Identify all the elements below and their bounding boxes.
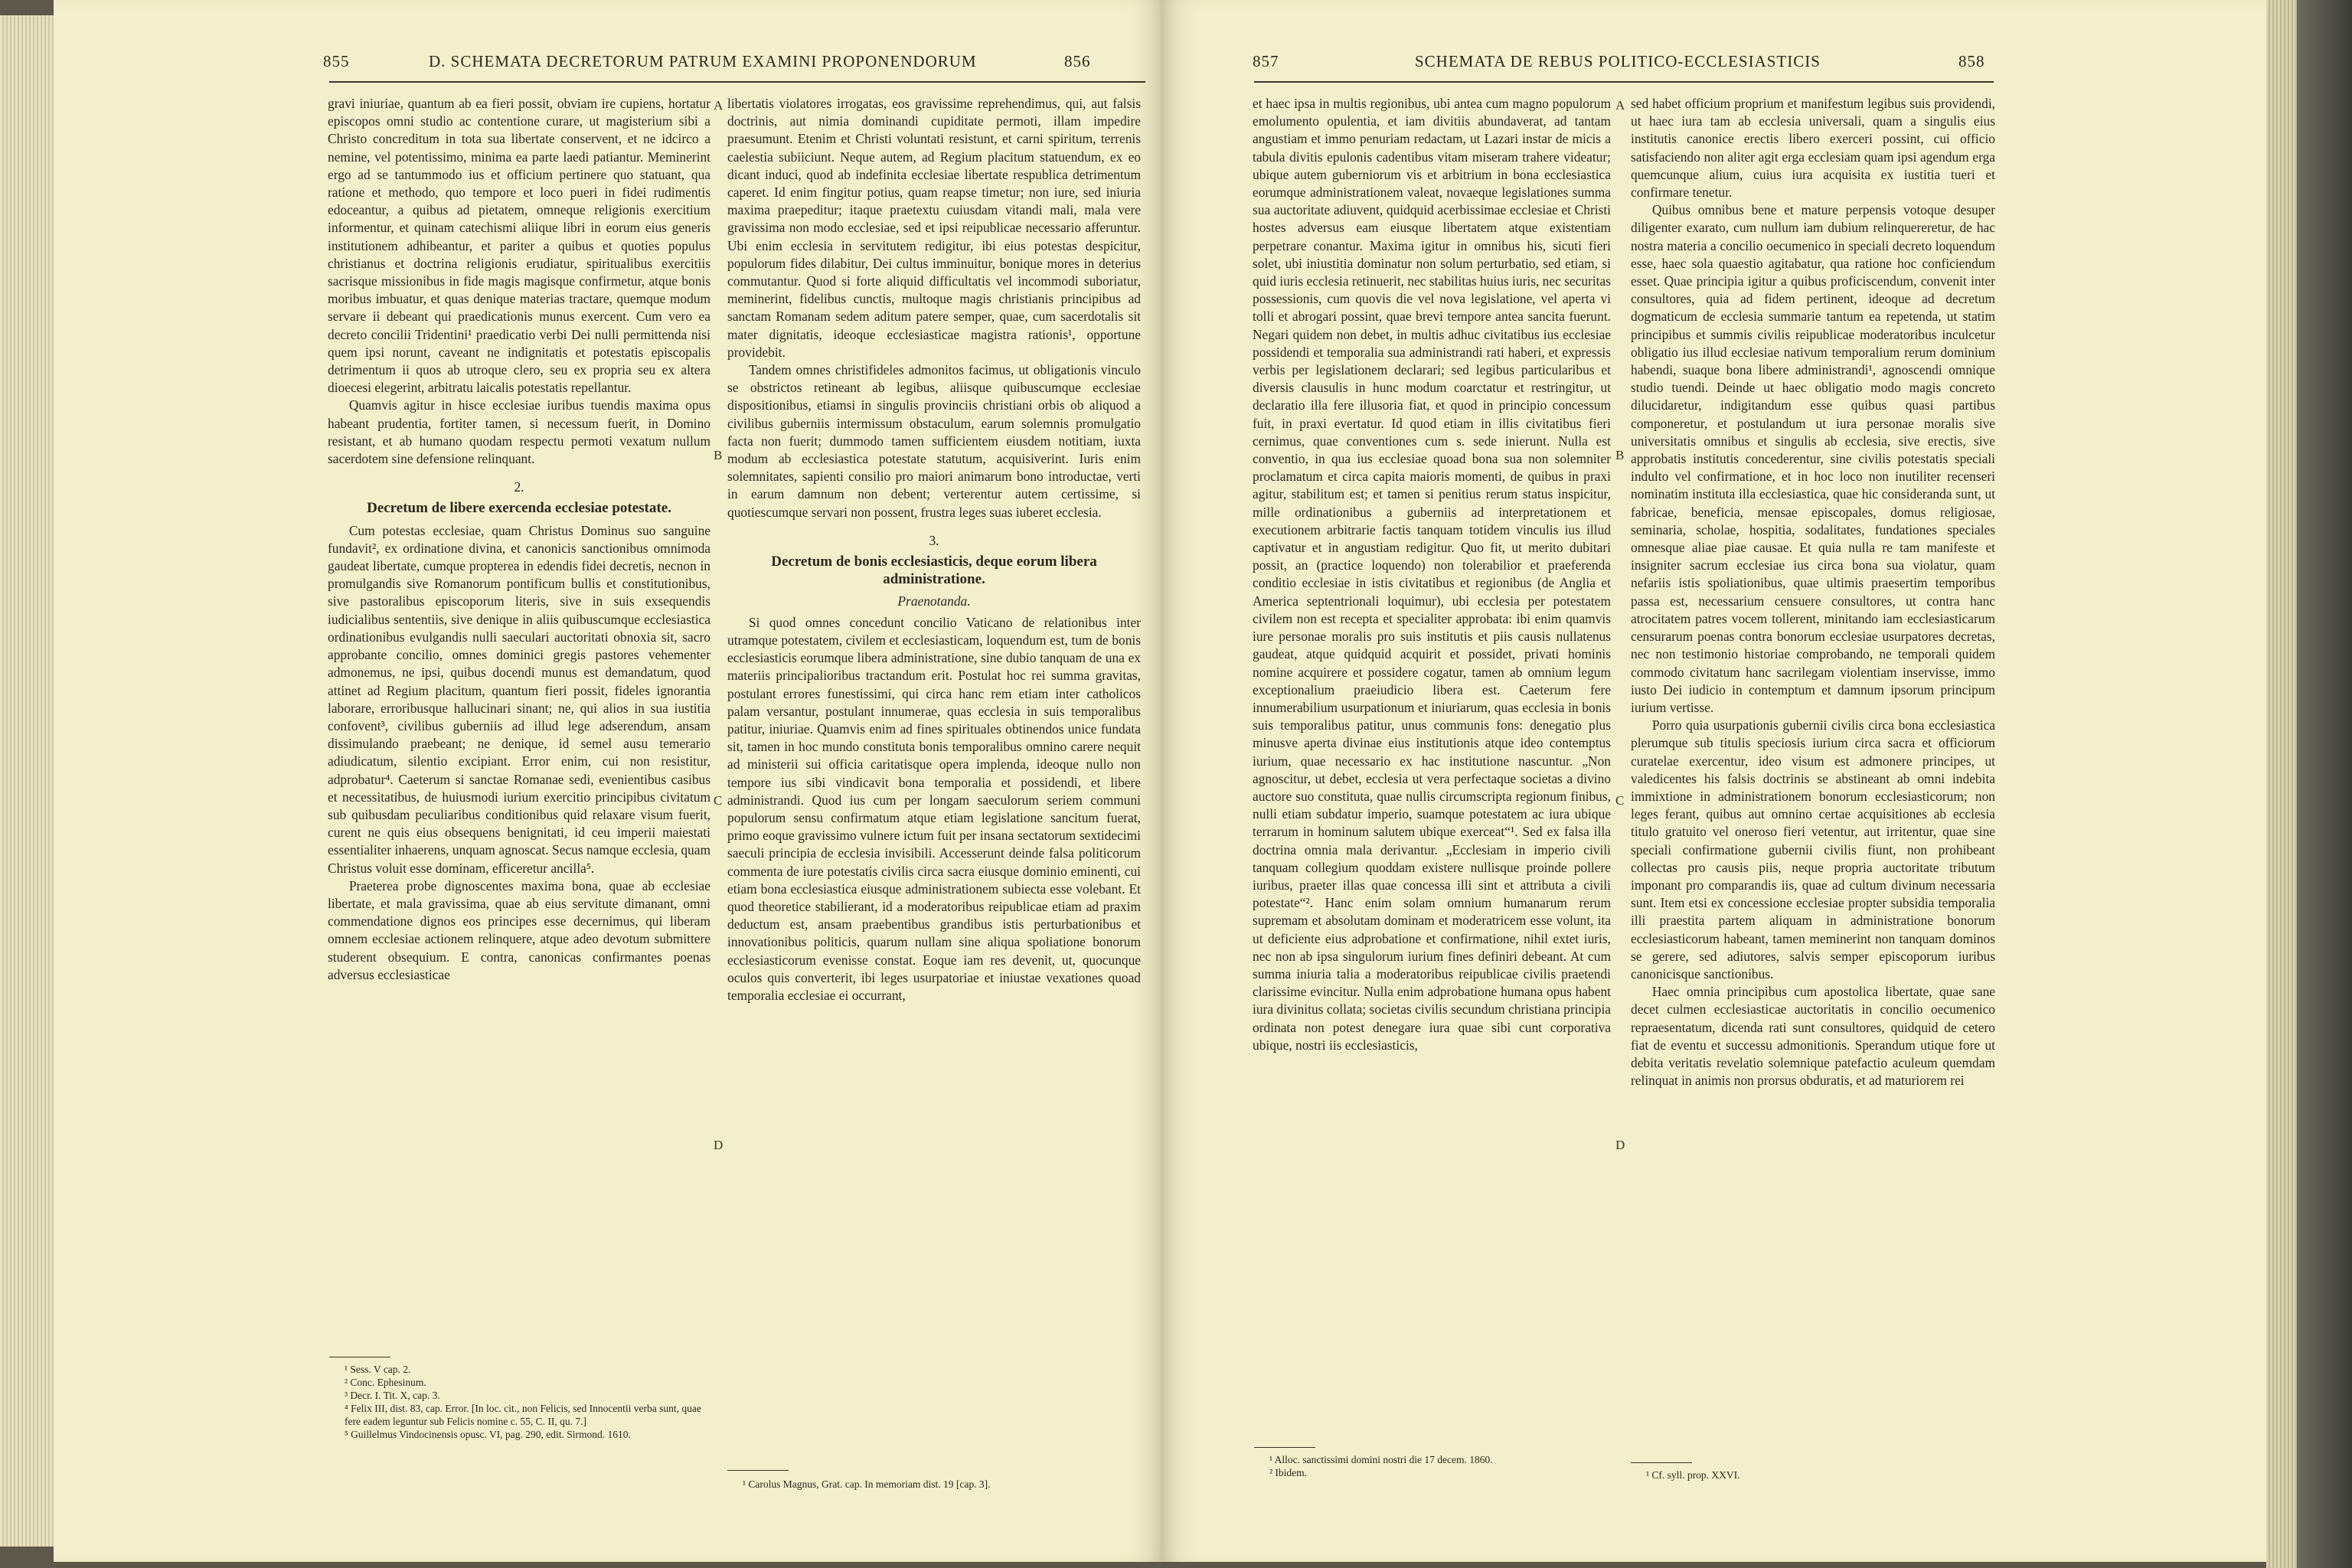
margin-marker-b: B — [714, 448, 723, 462]
footnote: ¹ Cf. syll. prop. XXVI. — [1646, 1469, 1740, 1481]
footnotes-column-2 — [743, 1478, 1141, 1491]
footnote: ¹ Carolus Magnus, Grat. cap. In memoriam dist. 19 [cap. 3]. — [743, 1478, 991, 1490]
section-number: 3. — [929, 532, 939, 548]
margin-marker-d: D — [714, 1138, 724, 1152]
header-rule — [1254, 81, 1994, 83]
column-1 — [1253, 95, 1611, 1054]
footnote-rule — [1631, 1462, 1692, 1463]
footnote: ⁵ Guillelmus Vindocinensis opusc. VI, pag. 290, edit. Sirmond. 1610. — [345, 1429, 631, 1440]
paragraph: Quamvis agitur in hisce ecclesiae iuribus tuendis maxima opus habeant prudentia, fortiter tamen, si necessum fuerit, in Domino resistant, et ab humano quodam respectu permoti vexatum nullum sacerdotem sine defensione relinquant. — [328, 397, 710, 467]
section-subtitle: Praenotanda. — [897, 593, 971, 609]
left-page-header — [54, 52, 1162, 78]
footnote: ¹ Alloc. sanctissimi domini nostri die 17 decem. 1860. — [1269, 1454, 1493, 1465]
paragraph: Haec omnia principibus cum apostolica libertate, quae sane decet culmen ecclesiasticae auctoritatis in concilio oecumenico repraesentatum, dicenda rati sunt consultores, quidquid de cetero fiat de eventu et successu admonitionis. Sperandum utique fore ut debita veritatis revelatio solemnique patefactio aculeum quemdam relinquat in animis non prorsus obduratis, et ad maturiorem rei — [1631, 984, 1995, 1089]
paragraph: Quibus omnibus bene et mature perpensis votoque desuper diligenter exarato, cum nullum iam dubium relinquereretur, de hac nostra materia a concilio oecumenico in speciali decreto loquendum esse, haec sola quaestio agitabatur, qua ratione hoc conficiendum esset. Quae principia igitur a quibus proficiscendum, convenit inter consultores, quia ad fidem pertinent, ideoque ad decretum dogmaticum de ecclesia summarie tantum ea repetenda, ut statim principibus et summis civilis reipublicae moderatoribus inculcetur obligatio ius illud ecclesiae nativum temporalium rerum dominium habendi, suaque bona libere administrandi¹, agnoscendi omnique studio tuendi. Deinde ut haec obligatio modo magis concreto dilucidaretur, indigitandum esse quibus quasi partibus componeretur, et postulandum ut iura personae moralis sive universitatis omnibus et singulis ab ecclesia, sive erectis, sive approbatis institutis concederentur, sine civilis potestatis speciali indulto vel confirmatione, et in hoc loco non inutiliter recenseri nominatim instituta illa ecclesiastica, quae hic consideranda sunt, ut fabricae, beneficia, mensae episcopales, domus religiosae, seminaria, scholae, hospitia, sodalitates, fundationes speciales omnesque aliae piae causae. Et quia nulla re tam manifeste et insigniter sacrum ecclesiae ius circa bona sua violatur, quam nefariis istis spoliationibus, quae ultimis praesertim temporibus passa est, necessarium censuere consultores, ut contra hanc atrocitatem patres vocem tollerent, minitando iam ecclesiasticarum censurarum poenas contra bonorum ecclesiae usurpatores decretas, nec non testimonio historiae comprobando, ne temporali quidem commodo civitatum hanc sacrilegam violentiam inservisse, immo iusto Dei iudicio in contemptum et damnum ipsorum principum iurium vertisse. — [1631, 202, 1995, 715]
footnote: ³ Decr. I. Tit. X, cap. 3. — [345, 1390, 440, 1401]
margin-marker-c: C — [714, 793, 723, 808]
footnotes-column-1 — [1269, 1453, 1606, 1479]
column-2 — [1631, 95, 1995, 1089]
footnote: ¹ Sess. V cap. 2. — [345, 1364, 411, 1375]
paragraph: et haec ipsa in multis regionibus, ubi antea cum magno populorum emolumento opulentia, et iam divitiis abundaverat, ad tantam angustiam et immo penuriam redactam, ut Lazari instar de micis a tabula divitis epulonis cadentibus vitam miseram trahere videatur; ubique autem guberniorum vis et arbitrium in bona ecclesiastica eorumque administrationem valeat, novaeque legislationes summa sua auctoritate adiuvent, quidquid acerbissimae ecclesiae et Christi hostes adversus eam eiusque libertatem atque existentiam perpetrare conantur. Maxima igitur in omnibus his, sicuti fieri solet, ubi iniustitia dominatur non solum perturbatio, sed etiam, si quid iuris ecclesia retinuerit, nec stabilitas huius iuris, nec securitas possessionis, cum quovis die vel nova legislatione, vel aperta vi tolli et abrogari possint, quae brevi tempore antea sancita fuerunt. Negari quidem non debet, in multis adhuc civitatibus ius ecclesiae possidendi et temporalia sua administrandi rati haberi, et expressis verbis per legislationem declarari; sed legibus particularibus et diversis clausulis in hunc modum coarctatur et restringitur, ut declaratio illa fere illusoria fiat, et quod in principio concessum fuit, in praxi evertatur. Id quod etiam in illis civitatibus fieri cernimus, quae conventiones cum s. sede inierunt. Nulla est conventio, in qua ius ecclesiae quoad bona sua non solemniter proclamatum et circa capita maioris momenti, de quibus in praxi agitur, stabilitum est; et tamen si penitius rerum status inspicitur, mille ordinationibus a guberniis ad interpretationem et executionem arbitrarie factis tanquam totidem vinculis ius illud captivatur et in angustiam redigitur. Quo fit, ut merito dubitari possit, an (practice loquendo) non tolerabilior et praeferenda conditio ecclesiae in istis civitatibus et regionibus (de Anglia et America septentrionali loquimur), ubi ecclesia per potestatem civilem non est recepta et specialiter approbata: ibi enim quamvis iure personae moralis pro suis institutis et piis causis nullatenus gaudeat, atque quidquid acquirit et possidet, privati hominis nomine acquirere et possidere cogatur, tamen ab omnium legum exceptionalium praeiudicio libera est. Caeterum fere innumerabilium usurpationum et iniuriarum, quas ecclesia in bonis suis temporalibus patitur, unus communis fons: denegatio plus minusve aperta divinae eius institutionis atque ideo contemptus iurium, quae necessario ex hac institutione nascuntur. „Non agnoscitur, ut debet, ecclesia ut vera perfectaque societas a divino auctore suo constituta, quae nullis circumscripta regionum finibus, nulli etiam subdatur imperio, suamque potestatem ac iura ubique terrarum in hominum salutem ubique exerceat“¹. Sed ex falsa illa doctrina omnia mala derivantur. „Ecclesiam in imperio civili tanquam collegium quoddam existere nullisque proinde pollere iuribus, praeter illas quae concessa illi sint et attributa a civili potestate“². Hanc enim solam omnium humanarum rerum supremam et absolutam dominam et moderatricem esse volunt, ita ut deficiente eius adprobatione et confirmatione, nihil extet iuris, nec non ab ipsa singulorum iurium fines definiri debeant. At cum summa iniuria talia a moderatoribus reipublicae civilis praetendi clarissime evincitur. Nulla enim adprobatione humana opus habent iura divinitus collata; societas civilis secundum christiana principia ordinata non potest denegare iura quae sibi cunt corporativa ubique, nostri iis ecclesiasticis, — [1253, 96, 1611, 1053]
section-number: 2. — [514, 479, 524, 495]
margin-marker-b: B — [1615, 448, 1625, 462]
footnote: ⁴ Felix III, dist. 83, cap. Error. [In loc. cit., non Felicis, sed Innocentii verba sunt, quae fere eadem leguntur sub Felicis nomine c. 55, C. II, qu. 7.] — [345, 1403, 701, 1427]
paragraph: Praeterea probe dignoscentes maxima bona, quae ab ecclesiae libertate, et mala gravissima, quae ab eius servitute dimanant, omni commendatione dignos eos principes esse decernimus, qui liberam omnem ecclesiae actionem relinquere, atque adeo devotum submittere studerent obsequium. E contra, canonicas confirmantes poenas adversus ecclesiasticae — [328, 877, 710, 982]
footnote-rule — [1254, 1447, 1315, 1448]
margin-marker-c: C — [1615, 793, 1625, 808]
paragraph: Cum potestas ecclesiae, quam Christus Dominus suo sanguine fundavit², ex ordinatione divina, et canonicis sanctionibus omnimoda gaudeat libertate, cumque propterea in edendis fidei decretis, necnon in promulgandis sive Romanorum pontificum bullis et constitutionibus, sive pastoralibus episcoporum literis, sive in suis exsequendis iudicialibus sententiis, sive denique in aliis quibuscumque ecclesiastica ordinationibus evulgandis nulli saeculari auctoritati obnoxia sit, sacro approbante concilio, omnes dominici gregis pastores vehementer admonemus, ne ipsi, quibus docendi munus est demandatum, quod attinet ad Regium placitum, quantum fieri possit, fideles ignorantia laborare, erroribusque hallucinari sinant; ne, qui alios in sua iustitia confovent³, civilibus guberniis ad illud lege adserendum, ansam dissimulando praebeant; ne denique, id semel ausu temerario adiudicatum, silentio excipiant. Error enim, cui non resistitur, adprobatur⁴. Caeterum si sanctae Romanae sedi, evenientibus casibus et necessitatibus, de huiusmodi iurium exercitio principibus civitatum sub quibusdam peculiaribus conditionibus quid relaxare visum fuerit, curent ne quis eius obsequens benignitati, id ceu imperii maiestati essentialiter inhaerens, unquam agnoscat. Secus namque ecclesia, quam Christus voluit esse dominam, efficeretur ancilla⁵. — [328, 522, 710, 876]
page-edge-right — [2266, 0, 2297, 1568]
page-number-856: 856 — [1064, 52, 1091, 70]
right-page-header — [1162, 52, 2266, 78]
footnotes-column-1 — [345, 1363, 712, 1441]
footnote-rule — [727, 1470, 789, 1471]
paragraph: Si quod omnes concedunt concilio Vaticano de relationibus inter utramque potestatem, civilem et ecclesiasticam, loquendum est, tum de bonis ecclesiasticis eorumque libera administratione, sine dubio tanquam de una ex materiis principalioribus tractandum erit. Postulat hoc rei summa gravitas, postulant errores funestissimi, qui circa hanc rem etiam inter catholicos palam versantur, postulant innumerae, quas ecclesia in suis temporalibus patitur, iniuriae. Quamvis enim ad fines spirituales obtinendos unice fundata sit, tamen in hoc mundo constituta bonis temporalibus omnino carere nequit ad ministerii sui officia caritatisque opera implenda, ideoque nullo non tempore ius sibi vindicavit bona temporalia et possidendi, et libere administrandi. Quod ius cum per longam saeculorum seriem communi populorum sensu confirmatum atque etiam legislatione sancitum fuerat, primo eoque gravissimo vulnere ictum fuit per insana sectatorum sextidecimi saeculi principia de ecclesia invisibili. Accesserunt deinde falsa politicorum commenta de iure potestatis civilis circa sacra eiusque dominio eminenti, cui etiam bona ecclesiastica eiusque administrationem subiecta esse volebant. Et quod theoretice stabilierant, id a moderatoribus reipublicae etiam ad praxim deductum est, ansam praebentibus grandibus istis perturbationibus et innovationibus politicis, quarum nullam sine aliqua spoliatione bonorum ecclesiasticorum evenisse constat. Eoque iam res devenit, ut, quocunque oculos quis converterit, ibi leges usurpatoriae et iniustae vexationes quoad temporalia ecclesiae ei occurrant, — [727, 614, 1141, 1003]
section-title: Decretum de libere exercenda ecclesiae potestate. — [367, 500, 671, 517]
page-edge-left — [0, 15, 54, 1547]
page-number-855: 855 — [323, 52, 350, 70]
paragraph: Tandem omnes christifideles admonitos facimus, ut obligationis vinculo se obstrictos retineant ab legibus, aliisque quibuscumque ecclesiae dispositionibus, etiamsi in singulis provinciis christiani orbis ob aliquod a civilibus guberniis intermissum obstaculum, earum solemnis promulgatio facta non fuerit; dummodo tamen sufficientem eiusdem notitiam, iuxta modum ab ecclesiastica potestate statutum, acquisiverint. Iuris enim solemnitates, sapienti consilio pro maiori animarum bono introductae, verti in earum damnum non debent; verterentur autem certissime, si quotiescumque servari non possent, frustra leges suas iuberet ecclesia. — [727, 362, 1141, 520]
footnote: ² Ibidem. — [1269, 1467, 1308, 1478]
page-number-858: 858 — [1958, 52, 1985, 70]
paragraph: libertatis violatores irrogatas, eos gravissime reprehendimus, qui, aut falsis doctrinis, aut nimia dominandi cupiditate permoti, illam impedire praesumunt. Etenim et Christi voluntati resistunt, et carni spiritum, terrenis caelestia subiiciunt. Neque autem, ad Regium placitum statuendum, ex eo dicant induci, quod ab indefinita ecclesiae libertate respublica detrimentum caperet. Id enim fingitur potius, quam reapse timetur; non iure, sed iniuria maxima praepeditur; itaque praetextu cuiusdam vitandi mali, mala vere gravissima non modo ecclesiae, sed et ipsi reipublicae necessario afferuntur. Ubi enim ecclesia in servitutem redigitur, ibi eius potestas despicitur, populorum fides dilabitur, Dei cultus imminuitur, bonique mores in deterius commutantur. Quod si forte aliquid difficultatis vel incommodi suboriatur, meminerint, fidelibus cunctis, multoque magis christianis principibus ad sanctam Romanam sedem aditum patere semper, quae, cum sacerdotalis sit mater dignitatis, ideoque ecclesiasticae magistra rationis¹, opportune providebit. — [727, 96, 1141, 360]
footnote: ² Conc. Ephesinum. — [345, 1377, 426, 1388]
running-title: D. SCHEMATA DECRETORUM PATRUM EXAMINI PROPONENDORUM — [429, 52, 977, 70]
margin-marker-d: D — [1615, 1138, 1625, 1152]
paragraph: sed habet officium proprium et manifestum legibus suis providendi, ut haec iura tam ab ecclesia universali, quam a singulis eius institutis canonice erectis libero exerceri possint, cui officio satisfaciendo non aliter agit erga ecclesiam quam ipsi agendum erga quemcunque alium, cuius iura acquisita ex iustitia tueri et confirmare tenetur. — [1631, 96, 1995, 201]
page-number-857: 857 — [1253, 52, 1279, 70]
margin-marker-a: A — [1615, 98, 1625, 113]
margin-marker-a: A — [714, 98, 724, 113]
left-page — [54, 0, 1162, 1562]
header-rule — [329, 81, 1145, 83]
book-cover — [2297, 0, 2352, 1568]
right-page — [1162, 0, 2266, 1562]
section-title: Decretum de bonis ecclesiasticis, deque eorum libera administratione. — [771, 554, 1097, 588]
footnotes-column-2 — [1646, 1468, 1983, 1481]
paragraph: gravi iniuriae, quantum ab ea fieri possit, obviam ire cupiens, hortatur episcopos omni studio ac contentione curare, ut magisterium sibi a Christo concreditum in tota sua libertate conservent, et ne idcirco a nemine, vel potentissimo, minima ea parte laedi patiantur. Meminerint ergo ad se tantummodo ius et officium pertinere quo statuant, qua ratione et methodo, quo tempore et loco pueri in fidei rudimentis edoceantur, a quibus ad pietatem, omneque religionis exercitium informentur, et quinam catechismi aliique libri in eorum eius generis institutionem adhibeantur, et pariter a quibus et quoties populus christianus et doctrina religionis erudiatur, spiritualibus exercitiis sacrisque missionibus in fide magis magisque confirmetur, atque bonis moribus imbuatur, et quas denique materias tractare, quemque modum servare ii debeant qui praedicationis munus exercent. Cum vero ea decreto concilii Tridentini¹ praedicatio verbi Dei nulli permittenda nisi quem ipsi norunt, caveant ne indignitatis et potestatis episcopalis detrimentum ii quos ab utroque clero, seu ex propria seu ex altera dioecesi elegerint, arbitratu laicalis potestatis repellantur. — [328, 96, 710, 396]
paragraph: Porro quia usurpationis gubernii civilis circa bona ecclesiastica plerumque sub titulis speciosis iurium circa sacra et officiorum curatelae exercentur, ideo visum est admonere principes, ut valedicentes his falsis doctrinis se abstineant ab omni indebita immixtione in administrationem bonorum ecclesiasticorum; non leges ferant, quibus aut omnino certae acquisitiones ab ecclesia titulo gratuito vel oneroso fieri vetentur, aut irritentur, quae sine speciali confirmatione gubernii civilis fiunt, non prohibeant collectas pro causis piis, neque propria auctoritate tributum imponant pro comparandis iis, quae ad cultum divinum necessaria sunt. Item etsi ex concessione ecclesiae propter subsidia temporalia illi praestita partem aliquam in administratione bonorum ecclesiasticorum habeant, tamen meminerint non tanquam dominos se gerere, sed adiutores, salvis semper episcoporum iuribus canonicisque sanctionibus. — [1631, 717, 1995, 982]
column-2 — [727, 95, 1141, 1004]
running-title: SCHEMATA DE REBUS POLITICO-ECCLESIASTICIS — [1415, 52, 1821, 70]
column-1 — [328, 95, 710, 984]
